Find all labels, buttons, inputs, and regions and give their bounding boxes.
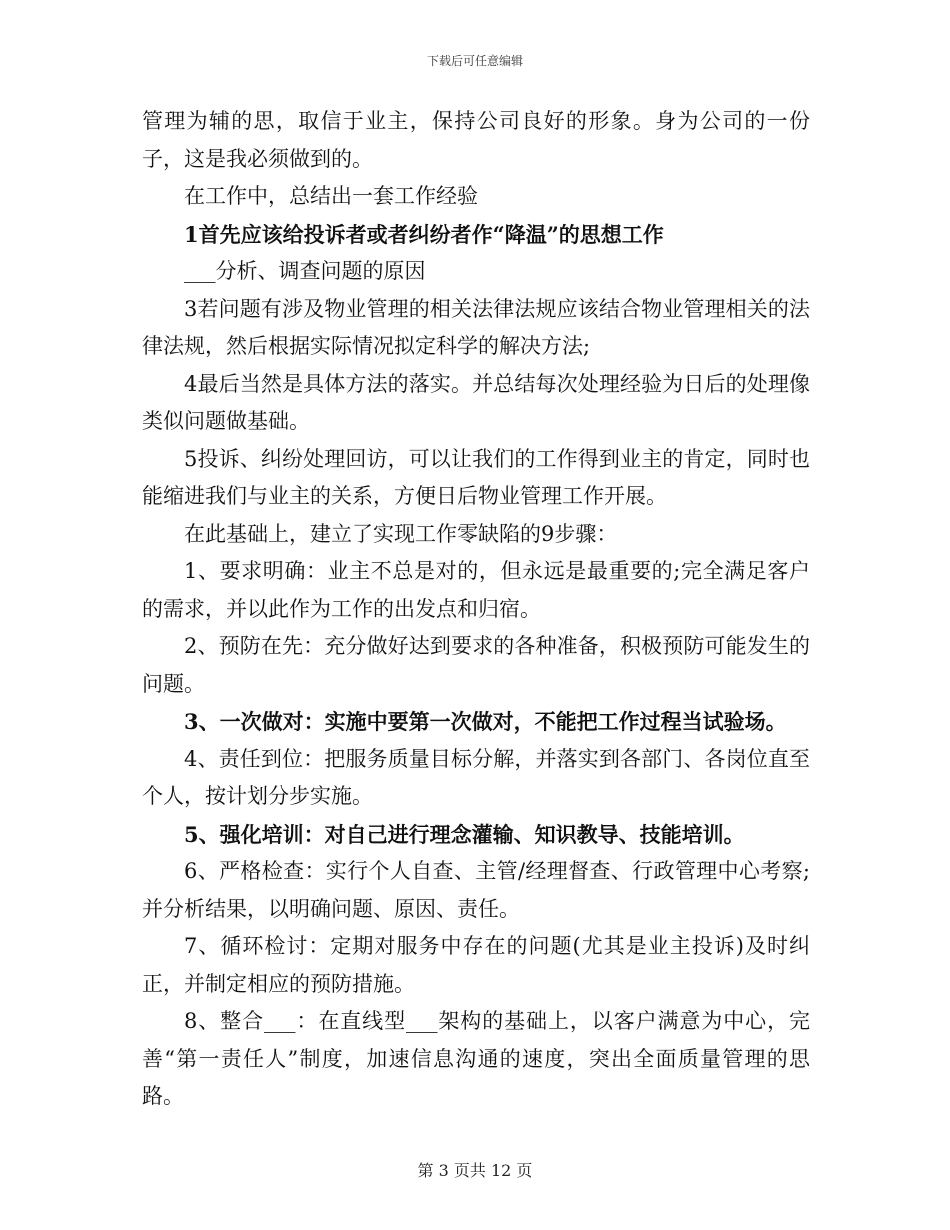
paragraph-14: 6、严格检查：实行个人自查、主管/经理督查、行政管理中心考察;并分析结果，以明确问题、原因、责任。 xyxy=(142,859,810,921)
paragraph-15: 7、循环检讨：定期对服务中存在的问题(尤其是业主投诉)及时纠正，并制定相应的预防措施。 xyxy=(142,934,810,996)
page-footer: 第 3 页共 12 页 xyxy=(417,1161,533,1180)
paragraph-16: 8、整合___：在直线型___架构的基础上，以客户满意为中心，完善“第一责任人”制度，加速信息沟通的速度，突出全面质量管理的思路。 xyxy=(142,1009,810,1108)
document-body xyxy=(142,103,810,1116)
paragraph-8: 在此基础上，建立了实现工作零缺陷的9步骤： xyxy=(184,521,618,546)
paragraph-12: 4、责任到位：把服务质量目标分解，并落实到各部门、各岗位直至个人，按计划分步实施。 xyxy=(142,746,810,808)
paragraph-1: 管理为辅的思，取信于业主，保持公司良好的形象。身为公司的一份子，这是我必须做到的。 xyxy=(142,109,810,171)
paragraph-9: 1、要求明确：业主不总是对的，但永远是最重要的;完全满足客户的需求，并以此作为工作的出发点和归宿。 xyxy=(142,559,810,621)
paragraph-5: 3若问题有涉及物业管理的相关法律法规应该结合物业管理相关的法律法规，然后根据实际情况拟定科学的解决方法; xyxy=(142,296,810,358)
page-header: 下载后可任意编辑 xyxy=(426,54,523,68)
paragraph-6: 4最后当然是具体方法的落实。并总结每次处理经验为日后的处理像类似问题做基础。 xyxy=(142,371,810,433)
paragraph-11: 3、一次做对：实施中要第一次做对，不能把工作过程当试验场。 xyxy=(184,709,787,734)
paragraph-3: 1首先应该给投诉者或者纠纷者作“降温”的思想工作 xyxy=(184,221,664,247)
paragraph-7: 5投诉、纠纷处理回访，可以让我们的工作得到业主的肯定，同时也能缩进我们与业主的关系，方便日后物业管理工作开展。 xyxy=(142,446,810,508)
paragraph-13: 5、强化培训：对自己进行理念灌输、知识教导、技能培训。 xyxy=(184,821,745,847)
paragraph-2: 在工作中，总结出一套工作经验 xyxy=(184,184,478,208)
paragraph-4: ___分析、调查问题的原因 xyxy=(184,259,426,283)
paragraph-10: 2、预防在先：充分做好达到要求的各种准备，积极预防可能发生的问题。 xyxy=(142,634,810,696)
